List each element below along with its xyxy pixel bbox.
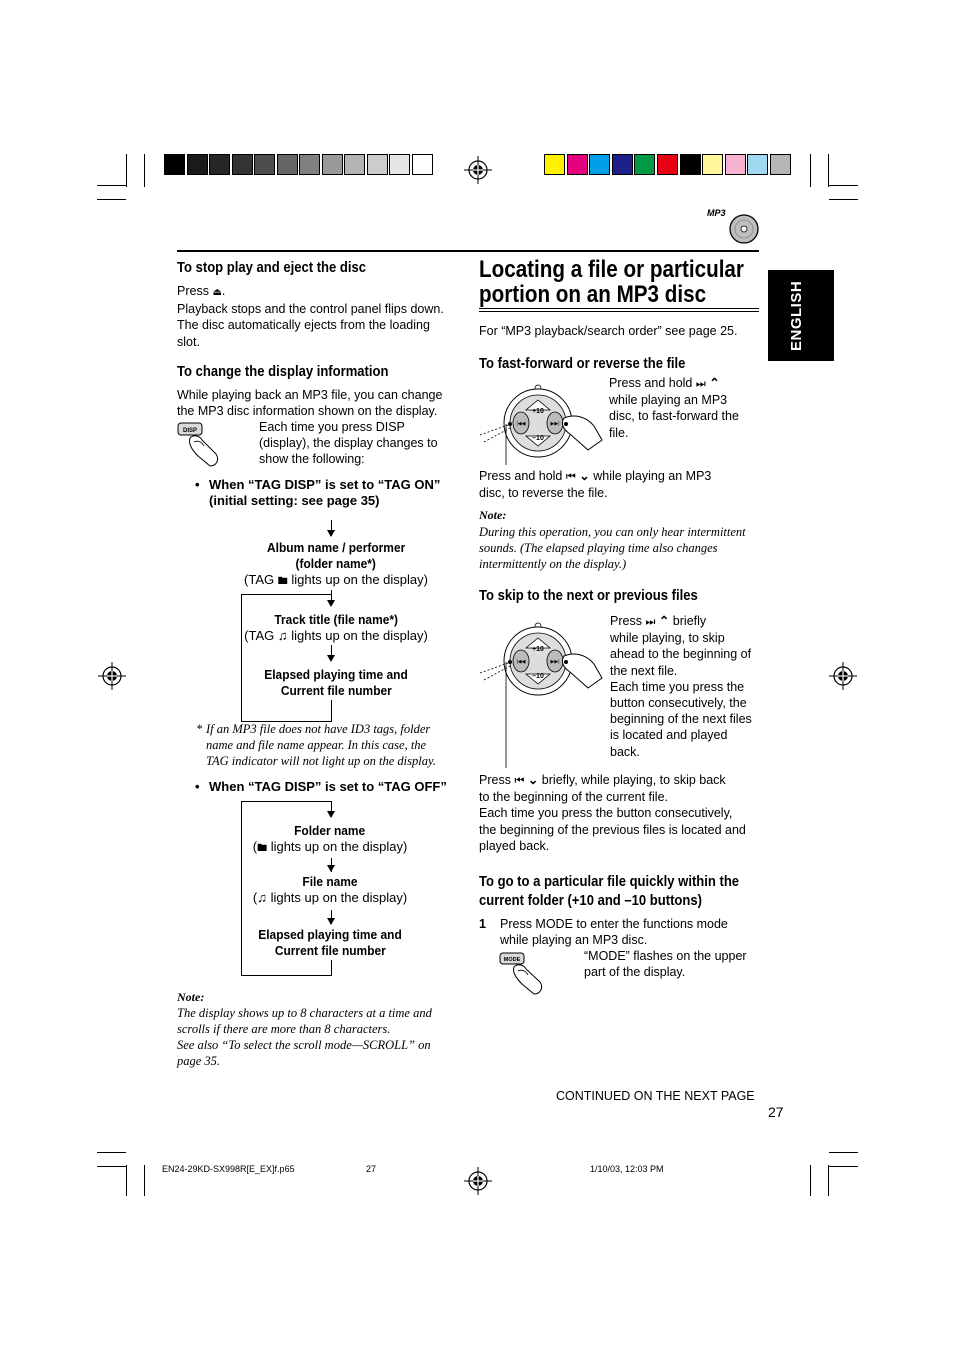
folder-icon: 🖿	[257, 843, 268, 854]
svg-text:▶▶|: ▶▶|	[550, 421, 560, 427]
svg-text:|◀◀: |◀◀	[516, 421, 526, 427]
page-title: Locating a file or particular portion on an MP3 disc	[479, 256, 744, 308]
step-number: 1	[479, 917, 486, 931]
stop-eject-heading: To stop play and eject the disc	[177, 260, 367, 276]
flow-step-elapsed: Elapsed playing time and Current file number	[264, 667, 408, 698]
goto-heading: To go to a particular file quickly within the current folder (+10 and –10 buttons)	[479, 874, 740, 909]
svg-text:+10: +10	[532, 408, 544, 415]
footer-filename: EN24-29KD-SX998R[E_EX]f.p65	[162, 1164, 295, 1174]
stop-eject-text: Press ⏏. Playback stops and the control panel flips down. The disc automatically ejects from the loading slot.	[177, 284, 444, 349]
tag-on-bullet: • When “TAG DISP” is set to “TAG ON” (initial setting: see page 35)	[195, 477, 441, 509]
skip-heading: To skip to the next or previous files	[479, 588, 698, 604]
color-swatch	[702, 154, 723, 175]
registration-mark-icon	[98, 662, 126, 690]
eject-icon: ⏏	[212, 287, 222, 298]
flow-step-folder: Folder name (🖿 lights up on the display)	[252, 823, 408, 854]
svg-text:+10: +10	[532, 646, 544, 653]
disp-button-press-icon	[176, 420, 226, 470]
display-info-intro: While playing back an MP3 file, you can change the MP3 disc information shown on the display.	[177, 388, 443, 419]
gray-swatch	[254, 154, 275, 175]
page-number: 27	[768, 1104, 784, 1120]
tag-off-bullet: • When “TAG DISP” is set to “TAG OFF”	[195, 779, 447, 794]
disc-icon	[728, 213, 760, 245]
language-tab-label: ENGLISH	[788, 280, 805, 351]
ff-heading: To fast-forward or reverse the file	[479, 356, 686, 372]
skip-next-instructions: Press ⏭ ⌃ briefly while playing, to skip ahead to the beginning of the next file. Each time you press the button consecutively, the beginning of the next files is located and played back.	[610, 614, 752, 759]
down-chevron-icon: ⌄	[579, 469, 590, 483]
step-1-text: Press MODE to enter the functions mode while playing an MP3 disc.	[500, 917, 728, 948]
color-swatch	[634, 154, 655, 175]
next-track-icon: ⏭	[695, 378, 706, 390]
gray-swatch	[299, 154, 320, 175]
svg-text:▶▶|: ▶▶|	[550, 659, 560, 665]
svg-text:MODE: MODE	[503, 957, 521, 963]
gray-swatch	[412, 154, 433, 175]
mode-button-press-icon	[498, 950, 550, 998]
gray-swatch	[367, 154, 388, 175]
folder-icon: 🖿	[277, 576, 288, 587]
mode-flash-text: “MODE” flashes on the upper part of the display.	[584, 949, 747, 980]
footnote-star: *	[196, 722, 203, 736]
flow-step-file: File name (♫ lights up on the display)	[252, 874, 408, 905]
footer-page: 27	[366, 1164, 377, 1174]
color-swatch	[725, 154, 746, 175]
prev-track-icon: ⏮	[565, 471, 576, 483]
gray-swatch	[389, 154, 410, 175]
gray-swatch	[277, 154, 298, 175]
note-label: Note:	[177, 990, 205, 1004]
gray-swatch	[322, 154, 343, 175]
registration-mark-icon	[464, 156, 492, 184]
flow-step-elapsed: Elapsed playing time and Current file number	[258, 927, 402, 958]
control-dial-ff-illustration	[478, 380, 604, 465]
svg-text:|◀◀: |◀◀	[516, 659, 526, 665]
ff-note-label: Note:	[479, 508, 507, 522]
color-swatch	[770, 154, 791, 175]
header-rule	[177, 250, 759, 252]
flow-step-album: Album name / performer (folder name*) (TAG 🖿 lights up on the display)	[244, 540, 428, 587]
scroll-note: The display shows up to 8 characters at a time and scrolls if there are more than 8 characters. See also “To select the scroll mode—SCROLL” on page 35.	[177, 1006, 432, 1068]
title-rule	[479, 308, 759, 309]
down-chevron-icon: ⌄	[527, 773, 539, 787]
display-info-heading: To change the display information	[177, 364, 389, 380]
svg-text:DISP: DISP	[182, 428, 198, 434]
up-chevron-icon: ⌃	[709, 376, 720, 390]
title-rule	[479, 311, 759, 312]
svg-text:–10: –10	[532, 673, 544, 680]
mp3-badge-label: MP3	[707, 208, 726, 218]
color-swatch	[544, 154, 565, 175]
language-tab	[768, 270, 834, 361]
control-dial-skip-illustration	[478, 618, 604, 768]
color-swatch	[680, 154, 701, 175]
registration-mark-icon	[464, 1167, 492, 1195]
music-note-icon: ♫	[277, 628, 288, 643]
skip-back-instructions: Press ⏮ ⌄ briefly, while playing, to skip back to the beginning of the current file. Each time you press the button consecutively, the beginning of the previous files is located and played back.	[479, 773, 746, 853]
color-swatch	[612, 154, 633, 175]
color-swatch	[589, 154, 610, 175]
registration-mark-icon	[829, 662, 857, 690]
flow-step-track: Track title (file name*) (TAG ♫ lights up on the display)	[244, 612, 428, 643]
disp-instructions: Each time you press DISP (display), the display changes to show the following:	[259, 420, 438, 467]
id3-footnote: If an MP3 file does not have ID3 tags, folder name and file name appear. In this case, the TAG indicator will not light up on the display.	[206, 722, 436, 768]
next-track-icon: ⏭	[645, 616, 656, 628]
color-swatch	[567, 154, 588, 175]
gray-swatch	[232, 154, 253, 175]
footer-date: 1/10/03, 12:03 PM	[590, 1164, 664, 1174]
gray-swatch	[187, 154, 208, 175]
gray-swatch	[344, 154, 365, 175]
ff-instructions: Press and hold ⏭ ⌃ while playing an MP3 disc, to fast-forward the file.	[609, 376, 739, 440]
music-note-icon: ♫	[257, 890, 267, 905]
gray-swatch	[164, 154, 185, 175]
ff-note: During this operation, you can only hear intermittent sounds. (The elapsed playing time also changes intermittently on the display.)	[479, 525, 746, 571]
svg-text:–10: –10	[532, 435, 544, 442]
continued-label: CONTINUED ON THE NEXT PAGE	[556, 1089, 755, 1103]
reverse-instructions: Press and hold ⏮ ⌄ while playing an MP3 disc, to reverse the file.	[479, 469, 712, 501]
up-chevron-icon: ⌃	[658, 614, 670, 628]
prev-track-icon: ⏮	[514, 775, 525, 787]
color-swatch	[747, 154, 768, 175]
color-swatch	[657, 154, 678, 175]
search-order-ref: For “MP3 playback/search order” see page 25.	[479, 324, 738, 338]
gray-swatch	[209, 154, 230, 175]
